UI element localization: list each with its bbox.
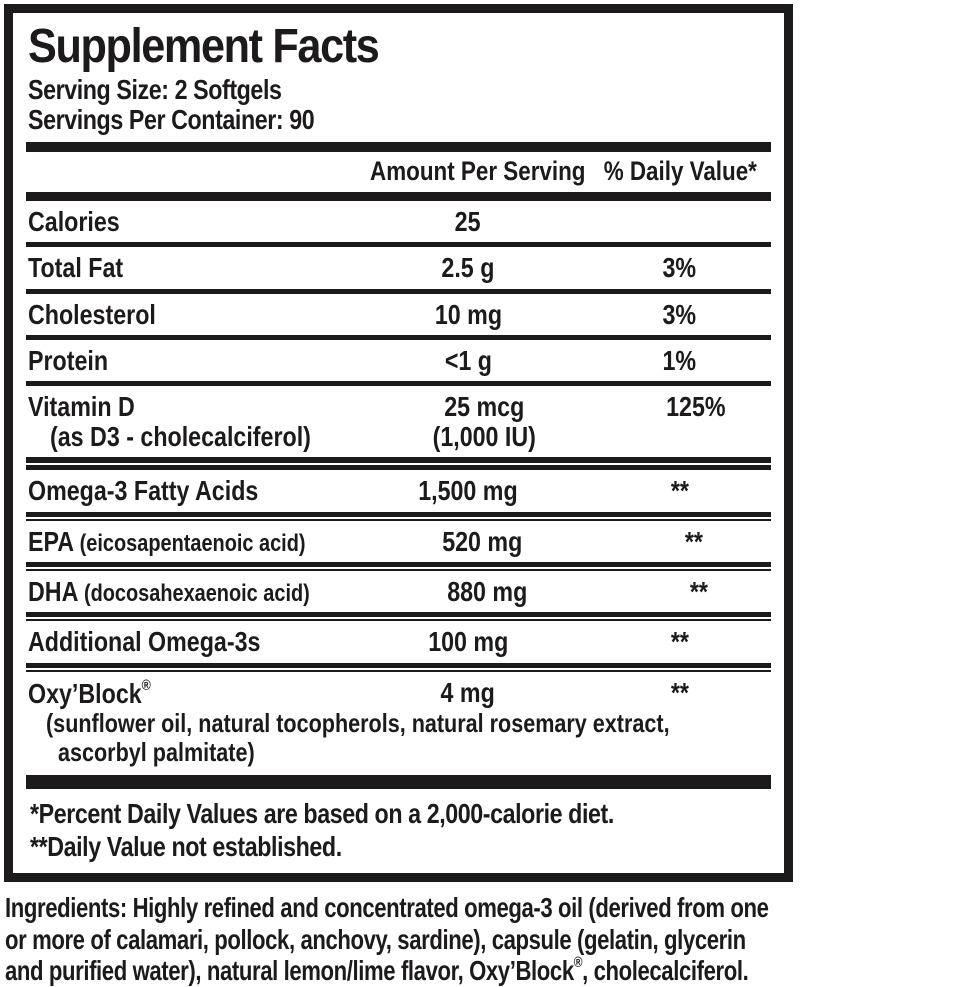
nutrient-name-sub: (as D3 - cholecalciferol) — [50, 420, 311, 452]
row-additional-omega3s — [26, 621, 771, 662]
nutrient-name: Total Fat — [28, 252, 124, 284]
column-header-daily-value: % Daily Value* — [603, 155, 757, 186]
nutrient-dv: ** — [670, 626, 689, 658]
nutrient-name: DHA — [28, 576, 78, 608]
ingredients-line: and purified water), natural lemon/lime flavor, Oxy’Block®, cholecalciferol. — [5, 954, 749, 987]
nutrient-dv: 3% — [662, 298, 697, 330]
thick-divider-top — [26, 142, 771, 152]
nutrient-amount: 1,500 mg — [418, 475, 518, 507]
footnote-daily-value: *Percent Daily Values are based on a 2,000-calorie diet. — [30, 798, 614, 830]
nutrient-dv: 3% — [662, 252, 697, 284]
registered-trademark-symbol: ® — [573, 954, 583, 972]
header-divider — [26, 192, 771, 201]
nutrient-name-paren: (eicosapentaenoic acid) — [79, 529, 306, 557]
nutrient-name: Oxy’Block — [28, 677, 142, 709]
row-oxyblock — [26, 672, 771, 772]
row-dha — [26, 571, 771, 612]
nutrient-amount: <1 g — [444, 345, 492, 377]
nutrient-name: Additional Omega-3s — [28, 626, 261, 658]
servings-per-container: Servings Per Container: 90 — [28, 103, 315, 135]
nutrient-dv: ** — [670, 475, 689, 507]
nutrient-amount: 2.5 g — [441, 252, 495, 284]
nutrient-amount: 4 mg — [440, 676, 496, 708]
nutrient-dv: 125% — [666, 391, 726, 423]
column-header-amount: Amount Per Serving — [370, 155, 586, 186]
label-title-text: Supplement Facts — [28, 20, 379, 73]
nutrient-name: Protein — [28, 345, 109, 377]
footnote-divider — [26, 775, 771, 789]
nutrient-amount: 25 — [455, 205, 481, 237]
nutrient-amount: 100 mg — [427, 626, 509, 658]
nutrient-amount-sub: (1,000 IU) — [432, 420, 537, 452]
footnote-not-established: **Daily Value not established. — [30, 831, 342, 863]
label-title — [28, 20, 771, 73]
nutrient-name: Omega-3 Fatty Acids — [28, 475, 259, 507]
registered-trademark-symbol: ® — [141, 676, 151, 694]
row-calories — [26, 201, 771, 242]
ingredients-line: or more of calamari, pollock, anchovy, sardine), capsule (gelatin, glycerin — [5, 923, 746, 955]
row-epa — [26, 521, 771, 562]
nutrient-amount: 25 mcg — [444, 391, 525, 423]
nutrient-amount: 10 mg — [434, 298, 502, 330]
row-protein — [26, 340, 771, 381]
row-divider-double — [26, 562, 771, 571]
row-divider-double — [26, 512, 771, 521]
row-vitamin-d — [26, 386, 771, 457]
footnotes — [26, 789, 771, 865]
row-cholesterol — [26, 294, 771, 335]
nutrient-name: Vitamin D — [28, 391, 135, 423]
section-divider — [26, 457, 771, 470]
row-divider-double — [26, 663, 771, 672]
nutrient-dv: ** — [689, 576, 709, 608]
column-header-row — [26, 152, 771, 192]
serving-size: Serving Size: 2 Softgels — [28, 74, 282, 105]
row-omega3-fatty-acids — [26, 470, 771, 511]
nutrient-name: EPA — [28, 525, 74, 557]
nutrient-name: Calories — [28, 205, 120, 237]
supplement-facts-panel — [4, 4, 793, 882]
nutrient-dv: 1% — [662, 345, 697, 377]
nutrient-dv: ** — [670, 676, 689, 708]
nutrient-dv: ** — [684, 525, 703, 557]
row-total-fat — [26, 247, 771, 288]
oxyblock-composition: (sunflower oil, natural tocopherols, natural rosemary extract, ascorbyl palmitate) — [46, 708, 670, 768]
row-divider-double — [26, 612, 771, 621]
nutrient-name: Cholesterol — [28, 298, 156, 330]
nutrient-name-paren: (docosahexaenoic acid) — [83, 580, 310, 608]
nutrient-amount: 520 mg — [442, 525, 523, 557]
ingredients-line: Ingredients: Highly refined and concentrated omega-3 oil (derived from one — [5, 892, 769, 924]
ingredients-paragraph — [5, 892, 797, 986]
nutrient-amount: 880 mg — [447, 576, 528, 608]
